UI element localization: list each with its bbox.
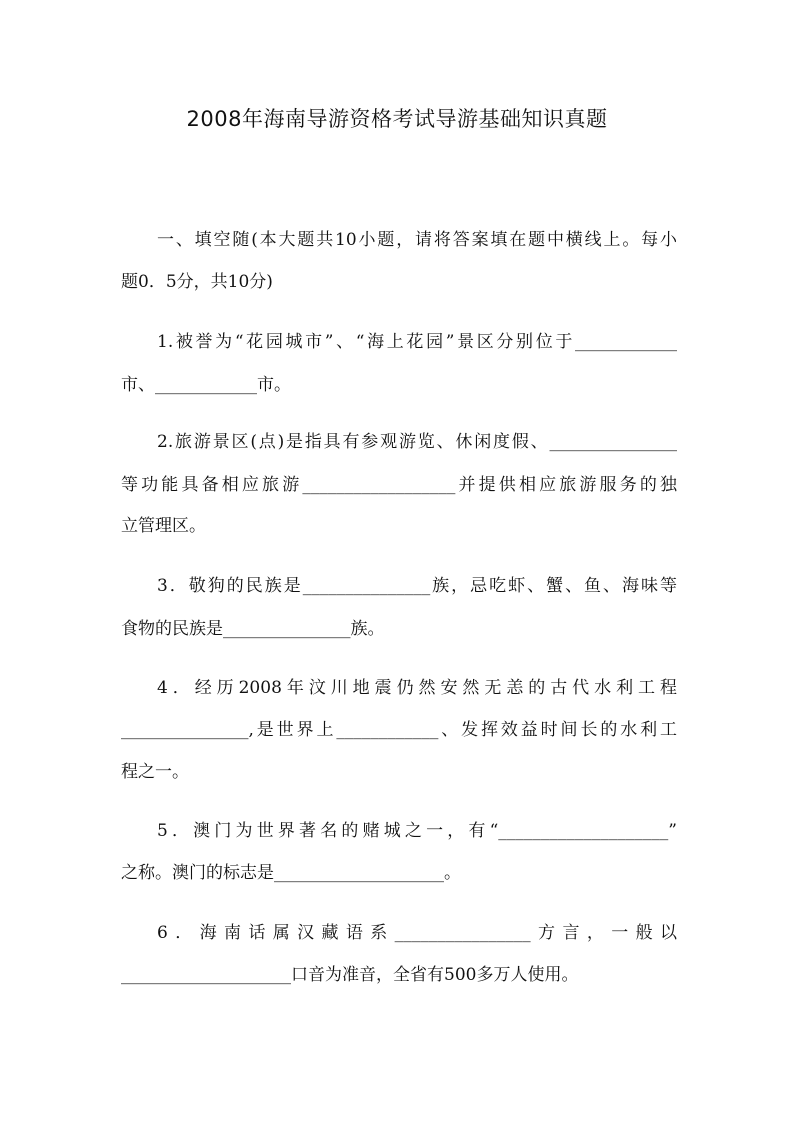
page-title: 2008年海南导游资格考试导游基础知识真题 xyxy=(186,107,608,131)
question-6-line-1: 6．海南话属汉藏语系________________方言，一般以 xyxy=(157,923,677,943)
question-3-line-2: 食物的民族是_______________族。 xyxy=(121,619,385,639)
question-4-line-1: 4．经历2008年汶川地震仍然安然无恙的古代水利工程 xyxy=(157,678,677,698)
question-5-line-2: 之称。澳门的标志是____________________。 xyxy=(121,863,461,883)
question-2-line-1: 2.旅游景区(点)是指具有参观游览、休闲度假、_______________ xyxy=(157,432,677,452)
section-heading-line-1: 一、填空随(本大题共10小题，请将答案填在题中横线上。每小 xyxy=(157,230,677,250)
question-1-line-2: 市、____________市。 xyxy=(121,375,291,395)
question-5-line-1: 5．澳门为世界著名的赌城之一，有“____________________” xyxy=(157,821,677,841)
question-2-line-2: 等功能具备相应旅游__________________并提供相应旅游服务的独 xyxy=(121,475,677,495)
question-4-line-2: _______________,是世界上____________、发挥效益时间长的水利工 xyxy=(121,720,677,740)
question-4-line-3: 程之一。 xyxy=(121,762,189,782)
question-6-line-2: ____________________口音为准音，全省有500多万人使用。 xyxy=(121,965,579,985)
question-3-line-1: 3．敬狗的民族是_______________族，忌吃虾、蟹、鱼、海味等 xyxy=(157,576,677,596)
section-heading-line-2: 题0．5分，共10分) xyxy=(121,272,273,292)
question-1-line-1: 1.被誉为“花园城市”、“海上花园”景区分别位于____________ xyxy=(157,332,677,352)
question-2-line-3: 立管理区。 xyxy=(121,516,206,536)
